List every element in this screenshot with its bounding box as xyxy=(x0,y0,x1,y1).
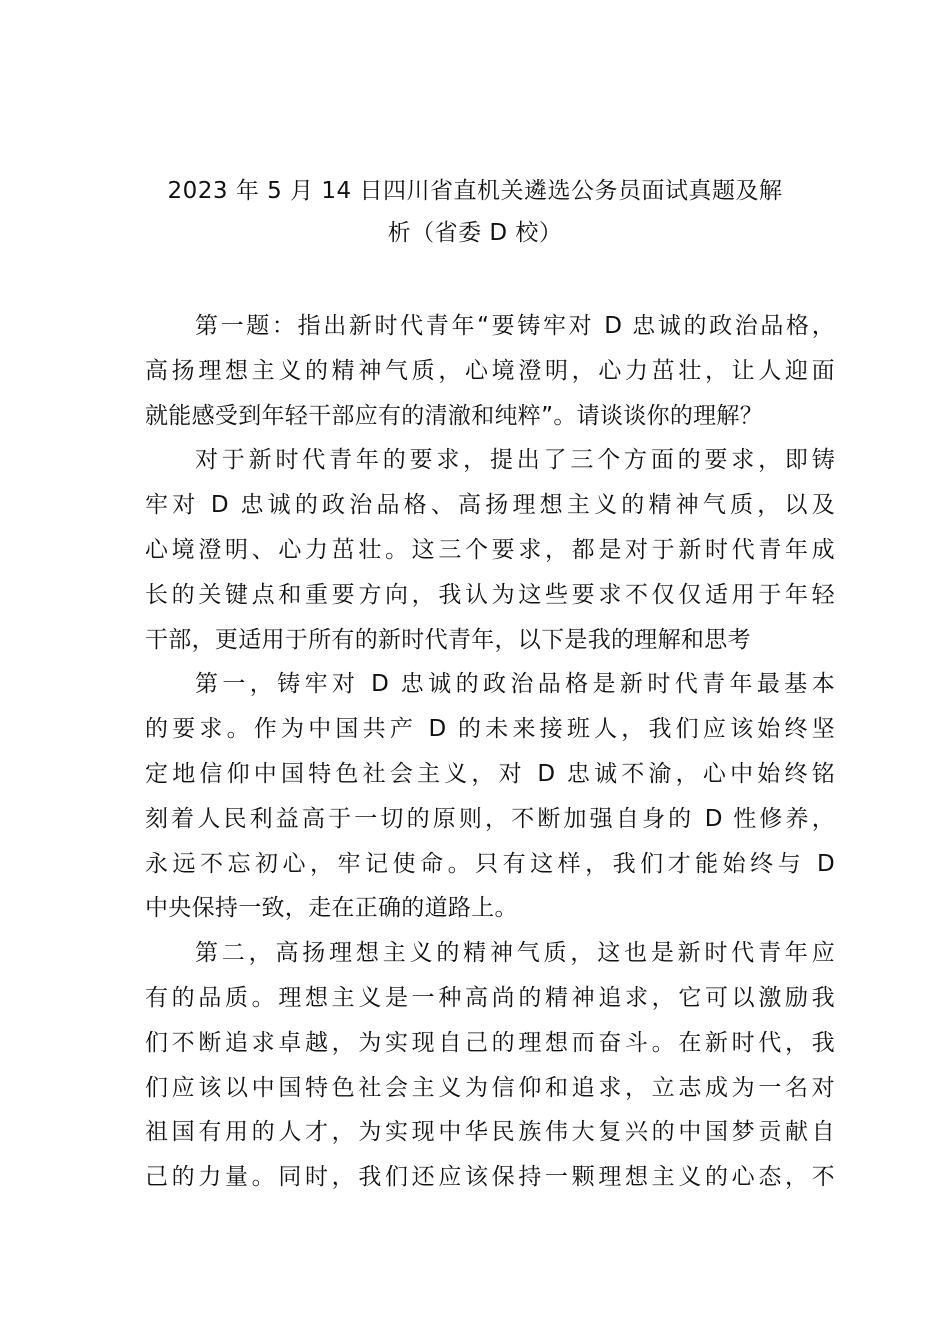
point-two-line-5: 祖国有用的人才，为实现中华民族伟大复兴的中国梦贡献自 xyxy=(145,1119,835,1146)
point-one-line-5: 永远不忘初心，牢记使命。只有这样，我们才能始终与 D xyxy=(145,850,835,877)
intro-line-4: 长的关键点和重要方向，我认为这些要求不仅仅适用于年轻 xyxy=(145,581,835,608)
point-two-line-1: 第二，高扬理想主义的精神气质，这也是新时代青年应 xyxy=(195,940,835,967)
point-two-line-3: 们不断追求卓越，为实现自己的理想而奋斗。在新时代，我 xyxy=(145,1029,835,1056)
title-line-2: 析（省委 D 校） xyxy=(387,220,563,246)
point-two-line-2: 有的品质。理想主义是一种高尚的精神追求，它可以激励我 xyxy=(145,984,835,1011)
point-one-line-1: 第一，铸牢对 D 忠诚的政治品格是新时代青年最基本 xyxy=(195,671,835,698)
question-line-1: 第一题：指出新时代青年“要铸牢对 D 忠诚的政治品格， xyxy=(195,313,835,339)
intro-line-5: 干部，更适用于所有的新时代青年，以下是我的理解和思考 xyxy=(145,626,751,653)
point-two-line-4: 们应该以中国特色社会主义为信仰和追求，立志成为一名对 xyxy=(145,1074,835,1101)
point-one-line-6: 中央保持一致，走在正确的道路上。 xyxy=(145,895,518,922)
question-line-2: 高扬理想主义的精神气质，心境澄明，心力茁壮，让人迎面 xyxy=(145,357,835,384)
intro-line-3: 心境澄明、心力茁壮。这三个要求，都是对于新时代青年成 xyxy=(145,536,835,563)
point-one-line-4: 刻着人民利益高于一切的原则，不断加强自身的 D 性修养， xyxy=(145,805,835,832)
point-two-line-6: 己的力量。同时，我们还应该保持一颗理想主义的心态，不 xyxy=(145,1164,835,1191)
title-line-1: 2023 年 5 月 14 日四川省直机关遴选公务员面试真题及解 xyxy=(167,178,783,204)
point-one-line-3: 定地信仰中国特色社会主义，对 D 忠诚不渝，心中始终铭 xyxy=(145,760,835,787)
intro-line-1: 对于新时代青年的要求，提出了三个方面的要求，即铸 xyxy=(195,447,835,474)
document-body xyxy=(145,304,835,1200)
document-title xyxy=(130,170,820,254)
point-one-line-2: 的要求。作为中国共产 D 的未来接班人，我们应该始终坚 xyxy=(145,716,835,743)
intro-line-2: 牢对 D 忠诚的政治品格、高扬理想主义的精神气质，以及 xyxy=(145,492,835,519)
question-line-3: 就能感受到年轻干部应有的清澈和纯粹”。请谈谈你的理解？ xyxy=(145,402,764,429)
